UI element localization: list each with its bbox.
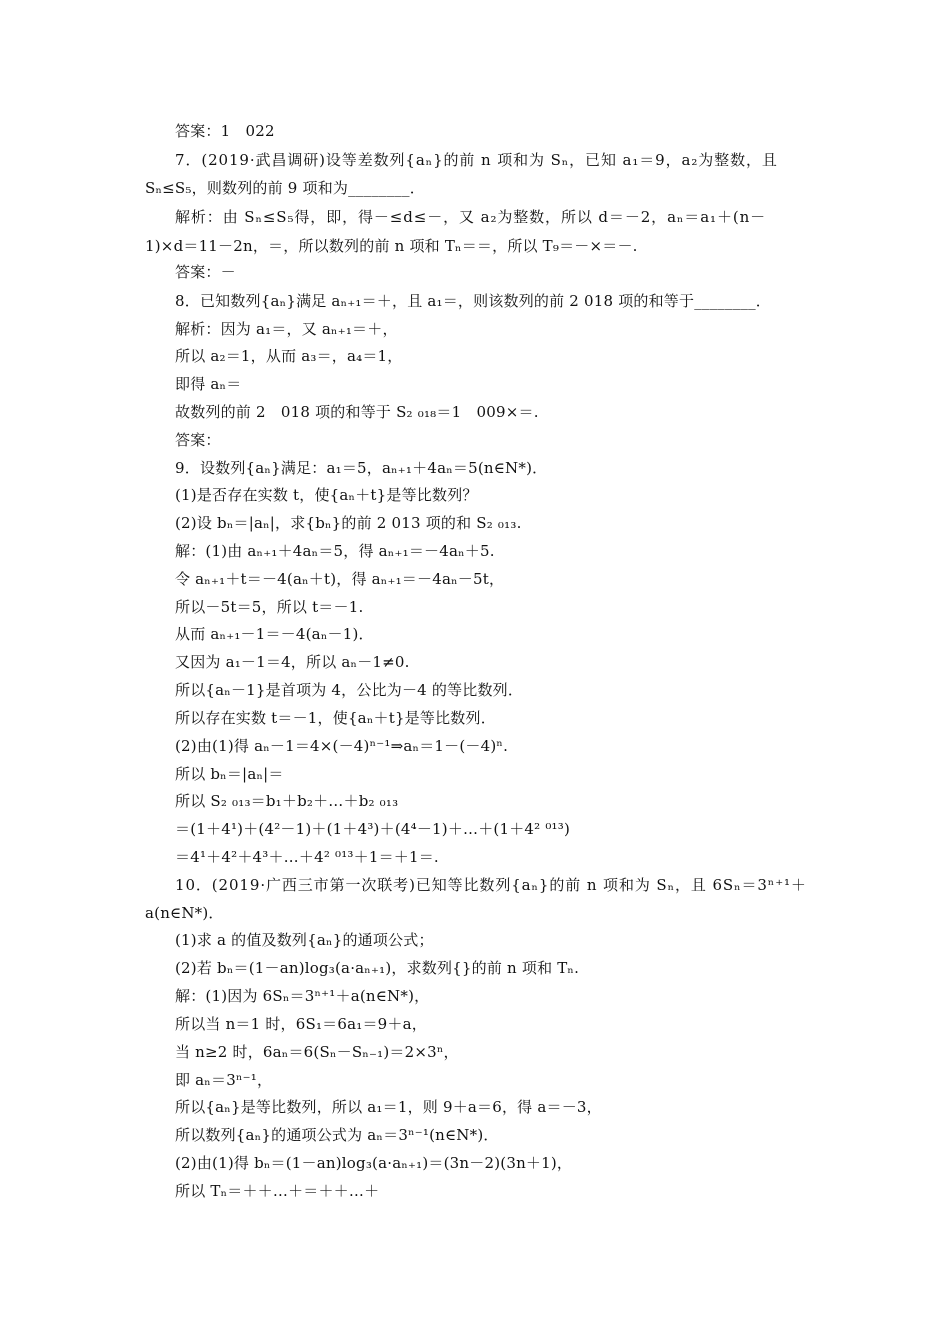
problem-8-step: 所以 a₂＝1，从而 a₃＝，a₄＝1， <box>175 347 403 365</box>
problem-9-step: ＝4¹＋4²＋4³＋…＋4² ⁰¹³＋1＝＋1＝. <box>175 848 439 866</box>
problem-10-step: 所以数列{aₙ}的通项公式为 aₙ＝3ⁿ⁻¹(n∈N*)． <box>175 1126 499 1144</box>
problem-9-step: 令 aₙ₊₁＋t＝－4(aₙ＋t)，得 aₙ₊₁＝－4aₙ－5t， <box>175 570 505 588</box>
problem-8-answer: 答案： <box>175 431 221 449</box>
problem-7-statement: 7．(2019·武昌调研)设等差数列{aₙ}的前 n 项和为 Sₙ，已知 a₁＝9，a₂为整数，且 <box>175 151 778 169</box>
problem-9-step: ＝(1＋4¹)＋(4²－1)＋(1＋4³)＋(4⁴－1)＋…＋(1＋4² ⁰¹³) <box>175 820 571 838</box>
problem-8-analysis: 解析：因为 a₁＝，又 aₙ₊₁＝＋， <box>175 320 398 338</box>
problem-8-step: 即得 aₙ＝ <box>175 375 242 393</box>
problem-9-step: 所以 bₙ＝|aₙ|＝ <box>175 765 284 783</box>
problem-9-solution: 解：(1)由 aₙ₊₁＋4aₙ＝5，得 aₙ₊₁＝－4aₙ＋5. <box>175 542 495 560</box>
problem-10-solution: 解：(1)因为 6Sₙ＝3ⁿ⁺¹＋a(n∈N*)， <box>175 987 430 1005</box>
problem-9-step: 所以{aₙ－1}是首项为 4，公比为－4 的等比数列． <box>175 681 524 699</box>
problem-10-part-2: (2)若 bₙ＝(1－an)log₃(a·aₙ₊₁)，求数列{}的前 n 项和 Tₙ. <box>175 959 580 977</box>
problem-9-step: 从而 aₙ₊₁－1＝－4(aₙ－1)． <box>175 625 374 643</box>
problem-10-statement: 10．(2019·广西三市第一次联考)已知等比数列{aₙ}的前 n 项和为 Sₙ，且 6Sₙ＝3ⁿ⁺¹＋ <box>175 876 807 894</box>
problem-7-statement-cont: Sₙ≤S₅，则数列的前 9 项和为________． <box>145 179 425 197</box>
problem-9-step: 所以 S₂ ₀₁₃＝b₁＋b₂＋…＋b₂ ₀₁₃ <box>175 792 399 810</box>
answer-line: 答案：1 022 <box>175 122 275 140</box>
problem-9-statement: 9．设数列{aₙ}满足：a₁＝5，aₙ₊₁＋4aₙ＝5(n∈N*)． <box>175 459 548 477</box>
problem-10-step: 即 aₙ＝3ⁿ⁻¹， <box>175 1071 273 1089</box>
problem-10-step: 所以当 n＝1 时，6S₁＝6a₁＝9＋a， <box>175 1015 427 1033</box>
problem-7-answer: 答案：－ <box>175 263 236 281</box>
problem-9-part-1: (1)是否存在实数 t，使{aₙ＋t}是等比数列？ <box>175 486 478 504</box>
problem-9-step: 又因为 a₁－1＝4，所以 aₙ－1≠0. <box>175 653 410 671</box>
problem-9-step: (2)由(1)得 aₙ－1＝4×(－4)ⁿ⁻¹⇒aₙ＝1－(－4)ⁿ. <box>175 737 509 755</box>
problem-10-step: (2)由(1)得 bₙ＝(1－an)log₃(a·aₙ₊₁)＝(3n－2)(3n＋1)， <box>175 1154 573 1172</box>
problem-9-part-2: (2)设 bₙ＝|aₙ|，求{bₙ}的前 2 013 项的和 S₂ ₀₁₃. <box>175 514 522 532</box>
problem-7-analysis: 解析：由 Sₙ≤S₅得，即，得－≤d≤－，又 a₂为整数，所以 d＝－2，aₙ＝a₁＋(n－ <box>175 208 767 226</box>
problem-9-step: 所以存在实数 t＝－1，使{aₙ＋t}是等比数列． <box>175 709 496 727</box>
problem-8-step: 故数列的前 2 018 项的和等于 S₂ ₀₁₈＝1 009×＝. <box>175 403 539 421</box>
problem-10-step: 当 n≥2 时，6aₙ＝6(Sₙ－Sₙ₋₁)＝2×3ⁿ， <box>175 1043 459 1061</box>
problem-10-step: 所以{aₙ}是等比数列，所以 a₁＝1，则 9＋a＝6，得 a＝－3， <box>175 1098 602 1116</box>
problem-8-statement: 8．已知数列{aₙ}满足 aₙ₊₁＝＋，且 a₁＝，则该数列的前 2 018 项的和等于________． <box>175 292 771 310</box>
problem-9-step: 所以－5t＝5，所以 t＝－1. <box>175 598 364 616</box>
problem-10-part-1: (1)求 a 的值及数列{aₙ}的通项公式； <box>175 931 434 949</box>
problem-10-statement-cont: a(n∈N*)． <box>145 904 224 922</box>
problem-7-analysis-cont: 1)×d＝11－2n，＝，所以数列的前 n 项和 Tₙ＝＝，所以 T₉＝－×＝－. <box>145 237 638 255</box>
problem-10-step: 所以 Tₙ＝＋＋…＋＝＋＋…＋ <box>175 1182 380 1200</box>
